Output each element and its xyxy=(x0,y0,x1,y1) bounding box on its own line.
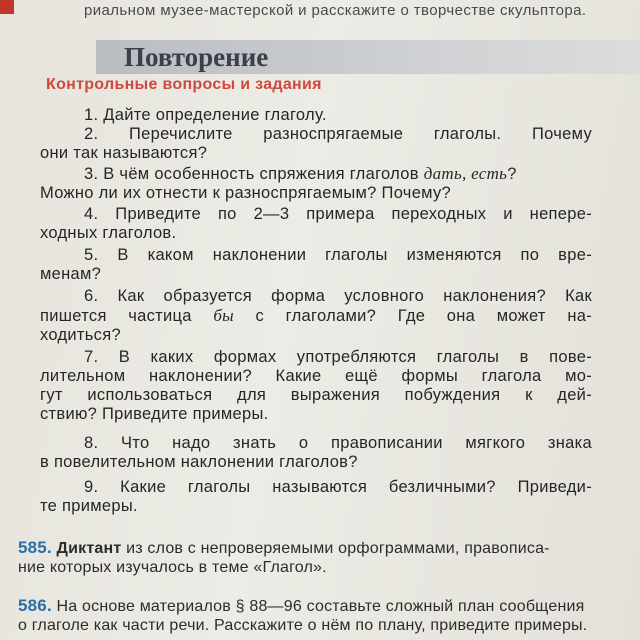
question-3 xyxy=(40,164,592,203)
question-3-line-2: Можно ли их отнести к разноспрягаемым? Почему? xyxy=(40,184,452,202)
question-4-line-2: ходных глаголов. xyxy=(40,224,177,242)
question-1 xyxy=(40,106,592,125)
question-9 xyxy=(40,478,592,516)
exercise-585-number: 585. xyxy=(18,538,52,557)
exercise-585-line-2: ние которых изучалось в теме «Глагол». xyxy=(18,559,327,576)
exercise-585 xyxy=(18,538,608,577)
question-2 xyxy=(40,125,592,163)
question-9-line-1: 9. Какие глаголы называются безличными? Приведи- xyxy=(84,478,592,496)
question-1-text: 1. Дайте определение глаголу. xyxy=(84,106,327,124)
question-2-line-2: они так называются? xyxy=(40,144,208,162)
question-5-line-1: 5. В каком наклонении глаголы изменяются по вре- xyxy=(84,246,592,264)
question-6-text-b: с глаголами? Где она может на- xyxy=(234,307,593,325)
question-5 xyxy=(40,246,592,284)
red-chapter-marker xyxy=(0,0,14,14)
question-4 xyxy=(40,205,592,243)
question-3-text-a: 3. В чём особенность спряжения глаголов xyxy=(84,165,424,183)
question-8-line-2: в повелительном наклонении глаголов? xyxy=(40,453,358,471)
previous-task-text: риальном музее-мастерской и расскажите о творчестве скульптора. xyxy=(84,2,587,19)
exercise-585-title: Диктант xyxy=(56,540,122,557)
exercise-585-text: из слов с непроверяемыми орфограммами, правописа- xyxy=(121,540,550,557)
section-title: Повторение xyxy=(124,42,269,72)
exercise-586-line-2: о глаголе как части речи. Расскажите о нём по плану, приведите примеры. xyxy=(18,617,588,634)
section-subtitle: Контрольные вопросы и задания xyxy=(46,76,322,93)
question-6-italic: бы xyxy=(213,306,234,325)
question-3-line-1 xyxy=(40,164,592,184)
exercise-586 xyxy=(18,596,640,635)
question-3-text-b: ? xyxy=(507,165,517,183)
question-6-line-3: ходиться? xyxy=(40,326,121,344)
question-6-text-a: пишется частица xyxy=(40,307,214,325)
question-6-line-1: 6. Как образуется форма условного наклонения? Как xyxy=(84,287,592,305)
exercise-586-number: 586. xyxy=(18,596,52,615)
question-6 xyxy=(40,287,592,345)
question-9-line-2: те примеры. xyxy=(40,497,138,515)
exercise-586-text: На основе материалов § 88—96 составьте сложный план сообщения xyxy=(51,598,585,615)
question-7-line-1: 7. В каких формах употребляются глаголы в пове- xyxy=(84,348,592,366)
question-7-line-2: лительном наклонении? Какие ещё формы глагола мо- xyxy=(40,367,592,385)
question-7-line-4: ствию? Приведите примеры. xyxy=(40,405,269,423)
question-2-line-1: 2. Перечислите разноспрягаемые глаголы. Почему xyxy=(84,125,592,143)
question-7 xyxy=(40,348,592,424)
question-5-line-2: менам? xyxy=(40,265,102,283)
question-7-line-3: гут использоваться для выражения побуждения к дей- xyxy=(40,386,592,404)
exercise-585-line-1 xyxy=(18,538,608,558)
question-8 xyxy=(40,434,592,472)
exercise-586-line-1 xyxy=(18,596,640,616)
question-4-line-1: 4. Приведите по 2—3 примера переходных и непере- xyxy=(84,205,592,223)
question-6-line-2 xyxy=(40,306,592,326)
question-8-line-1: 8. Что надо знать о правописании мягкого знака xyxy=(84,434,592,452)
question-3-italic: дать, есть xyxy=(423,164,508,183)
